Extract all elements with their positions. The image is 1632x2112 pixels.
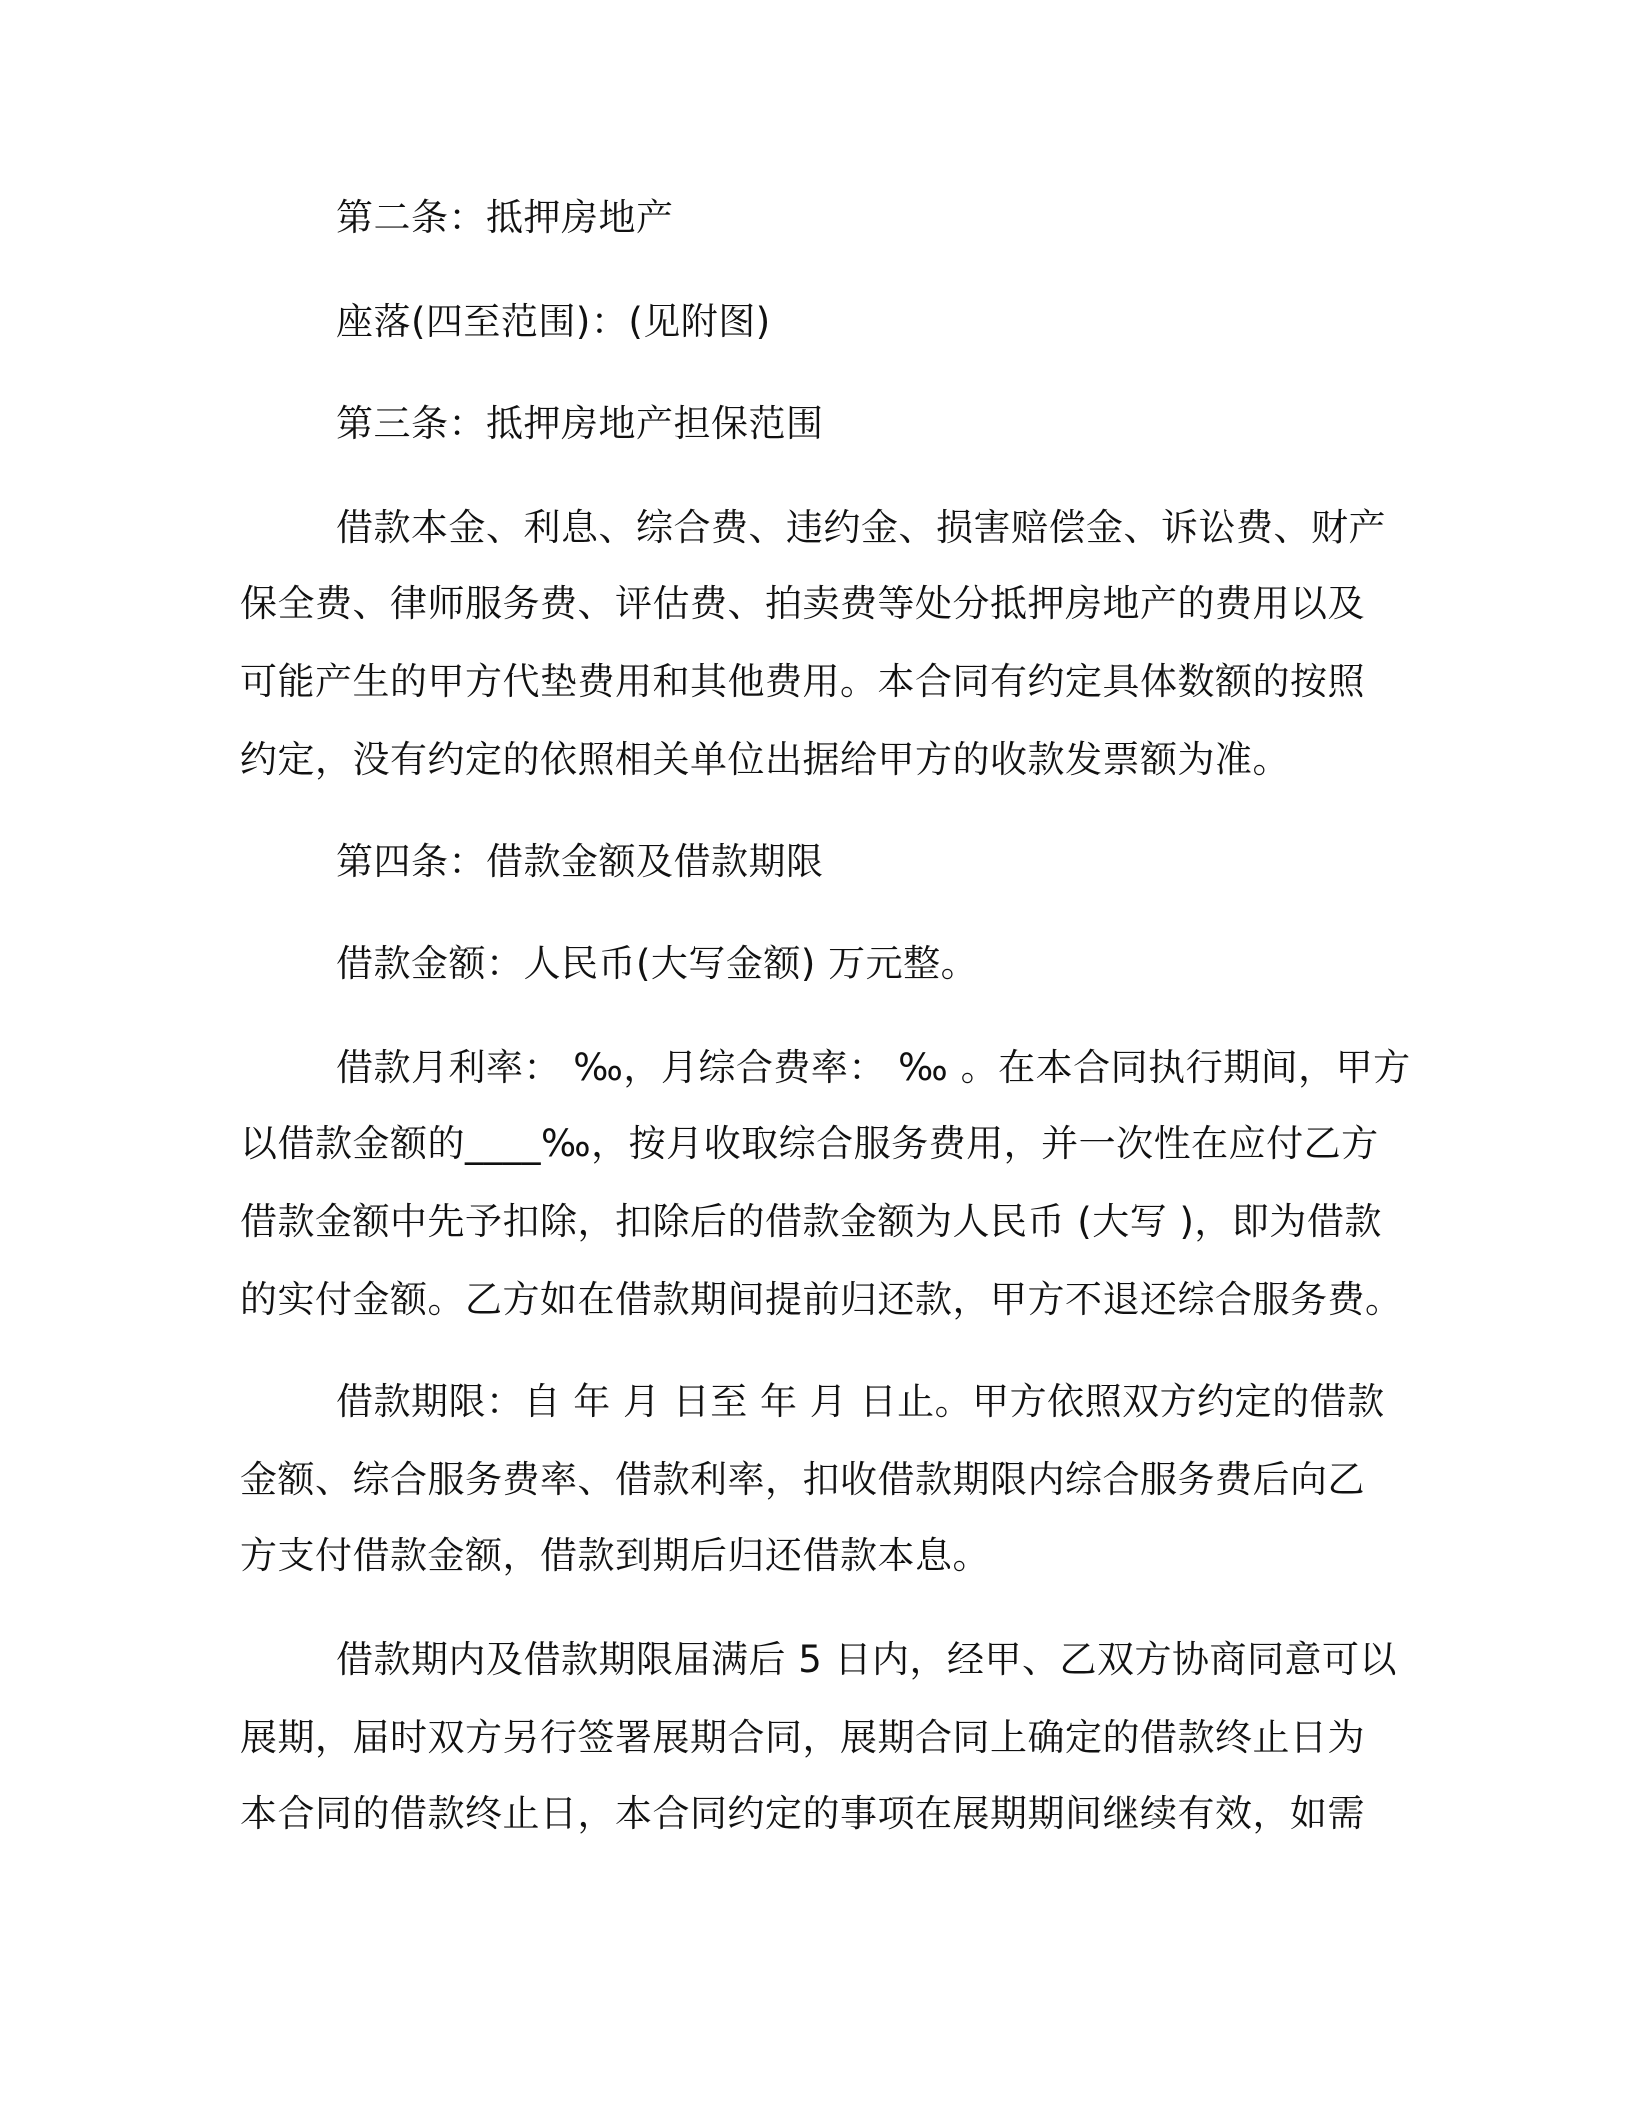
article-4-heading: 第四条：借款金额及借款期限 (336, 840, 824, 883)
paragraph-line: 借款本金、利息、综合费、违约金、损害赔偿金、诉讼费、财产 (336, 506, 1386, 549)
paragraph-line: 本合同的借款终止日，本合同约定的事项在展期期间继续有效，如需 (240, 1792, 1365, 1835)
loan-amount-line: 借款金额：人民币(大写金额) 万元整。 (336, 942, 979, 985)
paragraph-line: 借款期限：自 年 月 日至 年 月 日止。甲方依照双方约定的借款 (336, 1380, 1385, 1423)
paragraph-line: 借款金额中先予扣除，扣除后的借款金额为人民币 (大写 )，即为借款 (240, 1200, 1382, 1243)
article-3-heading: 第三条：抵押房地产担保范围 (336, 402, 824, 445)
paragraph-line: 展期，届时双方另行签署展期合同，展期合同上确定的借款终止日为 (240, 1716, 1365, 1759)
paragraph-line: 方支付借款金额，借款到期后归还借款本息。 (240, 1534, 990, 1577)
paragraph-line: 保全费、律师服务费、评估费、拍卖费等处分抵押房地产的费用以及 (240, 582, 1365, 625)
article-2-heading: 第二条：抵押房地产 (336, 196, 674, 239)
paragraph-line: 约定，没有约定的依照相关单位出据给甲方的收款发票额为准。 (240, 738, 1290, 781)
paragraph-line: 以借款金额的____‰，按月收取综合服务费用，并一次性在应付乙方 (240, 1122, 1379, 1165)
paragraph-line: 可能产生的甲方代垫费用和其他费用。本合同有约定具体数额的按照 (240, 660, 1365, 703)
location-line: 座落(四至范围)：(见附图) (336, 300, 771, 343)
paragraph-line: 借款月利率： ‰，月综合费率： ‰ 。在本合同执行期间，甲方 (336, 1046, 1411, 1089)
paragraph-line: 借款期内及借款期限届满后 5 日内，经甲、乙双方协商同意可以 (336, 1638, 1398, 1681)
paragraph-line: 金额、综合服务费率、借款利率，扣收借款期限内综合服务费后向乙 (240, 1458, 1365, 1501)
paragraph-line: 的实付金额。乙方如在借款期间提前归还款，甲方不退还综合服务费。 (240, 1278, 1403, 1321)
